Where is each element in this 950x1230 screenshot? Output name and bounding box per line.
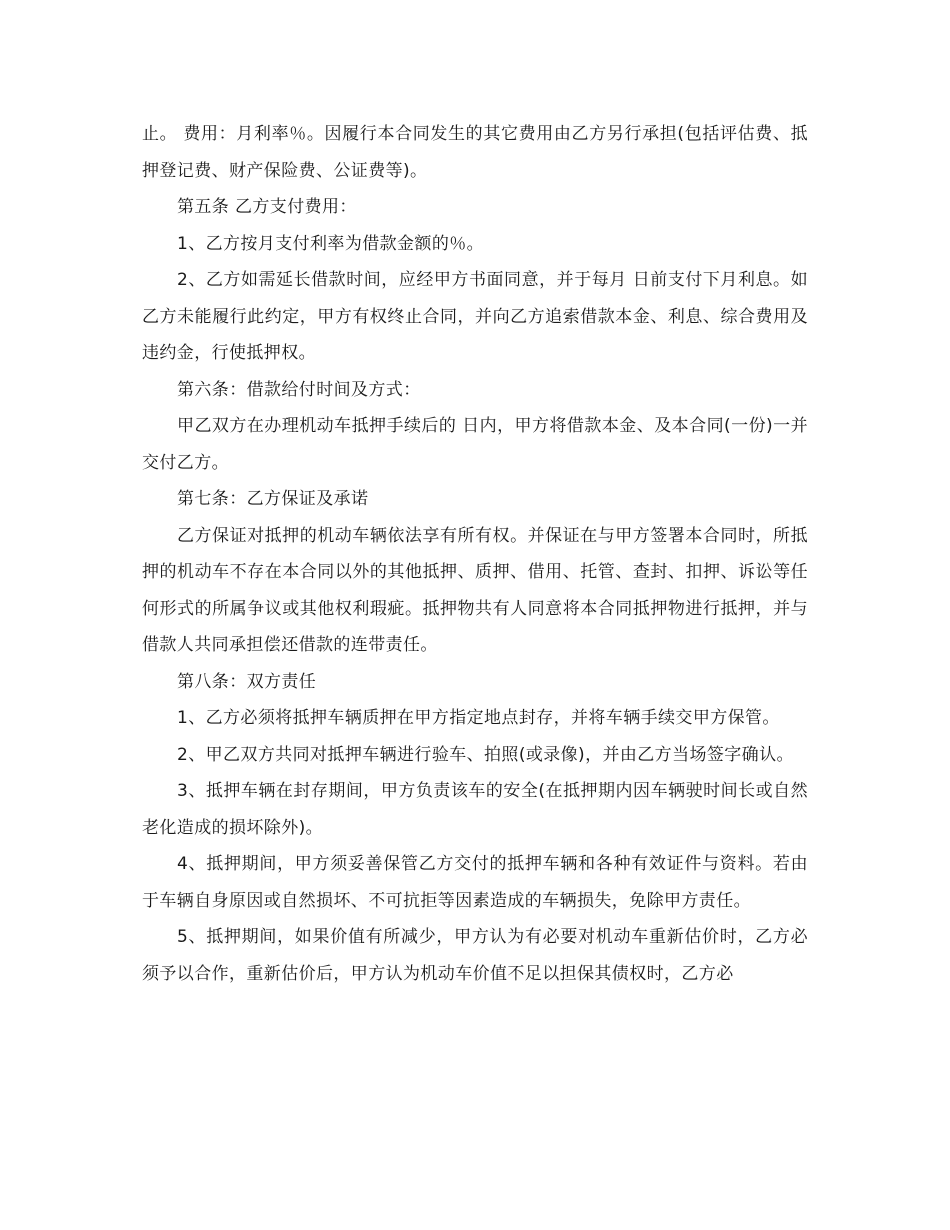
article-8-clause-2: 2、甲乙双方共同对抵押车辆进行验车、拍照(或录像)，并由乙方当场签字确认。 [177, 744, 794, 765]
article-6-heading: 第六条：借款给付时间及方式： [177, 379, 421, 400]
article-5-heading: 第五条 乙方支付费用： [177, 197, 357, 217]
article-6-body: 甲乙双方在办理机动车抵押手续后的 日内，甲方将借款本金、及本合同(一份)一并交付乙方。 [142, 416, 808, 473]
article-5-clause-1: 1、乙方按月支付利率为借款金额的％。 [177, 233, 485, 254]
article-7-body: 乙方保证对抵押的机动车辆依法享有所有权。并保证在与甲方签署本合同时，所抵押的机动车不存在本合同以外的其他抵押、质押、借用、托管、查封、扣押、诉讼等任何形式的所属争议或其他权利瑕疵。抵押物共有人同意将本合同抵押物进行抵押，并与借款人共同承担偿还借款的连带责任。 [142, 525, 808, 655]
article-8-clause-3: 3、抵押车辆在封存期间，甲方负责该车的安全(在抵押期内因车辆驶时间长或自然老化造成的损坏除外)。 [142, 781, 808, 838]
article-5-clause-2: 2、乙方如需延长借款时间，应经甲方书面同意，并于每月 日前支付下月利息。如乙方未能履行此约定，甲方有权终止合同，并向乙方追索借款本金、利息、综合费用及违约金，行使抵押权。 [142, 270, 808, 363]
document-body [142, 116, 808, 992]
article-8-heading: 第八条：双方责任 [177, 671, 317, 692]
article-8-clause-4: 4、抵押期间，甲方须妥善保管乙方交付的抵押车辆和各种有效证件与资料。若由于车辆自身原因或自然损坏、不可抗拒等因素造成的车辆损失，免除甲方责任。 [142, 854, 808, 911]
article-8-clause-1: 1、乙方必须将抵押车辆质押在甲方指定地点封存，并将车辆手续交甲方保管。 [177, 708, 780, 728]
article-8-clause-5: 5、抵押期间，如果价值有所减少，甲方认为有必要对机动车重新估价时，乙方必须予以合作，重新估价后，甲方认为机动车价值不足以担保其债权时，乙方必 [142, 927, 808, 984]
paragraph-continuation-fees: 止。 费用：月利率％。因履行本合同发生的其它费用由乙方另行承担(包括评估费、抵押登记费、财产保险费、公证费等)。 [142, 124, 808, 181]
article-7-heading: 第七条：乙方保证及承诺 [177, 489, 369, 509]
